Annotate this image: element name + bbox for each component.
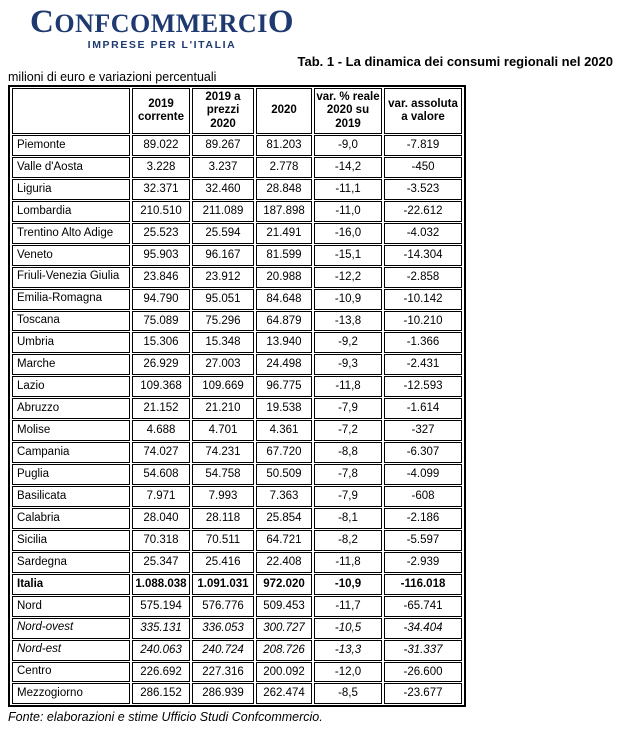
value-cell: -10.210 bbox=[384, 311, 462, 332]
value-cell: -5.597 bbox=[384, 530, 462, 551]
region-name-cell: Calabria bbox=[12, 508, 130, 529]
value-cell: -4.099 bbox=[384, 464, 462, 485]
value-cell: 200.092 bbox=[256, 662, 312, 683]
value-cell: 240.063 bbox=[132, 640, 190, 661]
value-cell: -450 bbox=[384, 157, 462, 178]
table-row bbox=[12, 398, 462, 419]
table-row bbox=[12, 179, 462, 200]
table-row bbox=[12, 245, 462, 266]
region-name-cell: Nord bbox=[12, 596, 130, 617]
value-cell: 972.020 bbox=[256, 574, 312, 595]
value-cell: -9,0 bbox=[314, 135, 382, 156]
value-cell: -26.600 bbox=[384, 662, 462, 683]
value-cell: 576.776 bbox=[192, 596, 254, 617]
value-cell: 70.511 bbox=[192, 530, 254, 551]
value-cell: 96.167 bbox=[192, 245, 254, 266]
region-name-cell: Lombardia bbox=[12, 201, 130, 222]
logo-letter-first: C bbox=[30, 4, 55, 40]
region-name-cell: Marche bbox=[12, 354, 130, 375]
value-cell: 25.523 bbox=[132, 223, 190, 244]
value-cell: 54.758 bbox=[192, 464, 254, 485]
value-cell: 286.939 bbox=[192, 683, 254, 704]
header-2019-prezzi-2020: 2019 a prezzi 2020 bbox=[192, 88, 254, 134]
value-cell: 75.089 bbox=[132, 311, 190, 332]
logo-letter-last: O bbox=[267, 4, 294, 40]
value-cell: -10,5 bbox=[314, 618, 382, 639]
value-cell: -2.431 bbox=[384, 354, 462, 375]
region-name-cell: Piemonte bbox=[12, 135, 130, 156]
table-row bbox=[12, 618, 462, 639]
value-cell: 25.854 bbox=[256, 508, 312, 529]
value-cell: -10,9 bbox=[314, 289, 382, 310]
table-row bbox=[12, 420, 462, 441]
region-name-cell: Basilicata bbox=[12, 486, 130, 507]
value-cell: -7,8 bbox=[314, 464, 382, 485]
value-cell: 109.669 bbox=[192, 376, 254, 397]
value-cell: 70.318 bbox=[132, 530, 190, 551]
value-cell: 1.091.031 bbox=[192, 574, 254, 595]
value-cell: 1.088.038 bbox=[132, 574, 190, 595]
value-cell: 74.231 bbox=[192, 442, 254, 463]
value-cell: -1.366 bbox=[384, 332, 462, 353]
value-cell: 28.848 bbox=[256, 179, 312, 200]
value-cell: -7,9 bbox=[314, 486, 382, 507]
header-var-assoluta: var. assoluta a valore bbox=[384, 88, 462, 134]
value-cell: -11,8 bbox=[314, 376, 382, 397]
value-cell: 28.040 bbox=[132, 508, 190, 529]
value-cell: 64.879 bbox=[256, 311, 312, 332]
value-cell: -7.819 bbox=[384, 135, 462, 156]
logo-wordmark bbox=[30, 6, 294, 39]
region-name-cell: Sardegna bbox=[12, 552, 130, 573]
value-cell: -8,2 bbox=[314, 530, 382, 551]
table-row bbox=[12, 223, 462, 244]
value-cell: -15,1 bbox=[314, 245, 382, 266]
value-cell: 95.903 bbox=[132, 245, 190, 266]
value-cell: -9,2 bbox=[314, 332, 382, 353]
value-cell: 109.368 bbox=[132, 376, 190, 397]
table-row bbox=[12, 267, 462, 288]
region-name-cell: Valle d'Aosta bbox=[12, 157, 130, 178]
value-cell: -6.307 bbox=[384, 442, 462, 463]
region-name-cell: Umbria bbox=[12, 332, 130, 353]
value-cell: -34.404 bbox=[384, 618, 462, 639]
value-cell: -13,8 bbox=[314, 311, 382, 332]
value-cell: -2.858 bbox=[384, 267, 462, 288]
value-cell: 3.237 bbox=[192, 157, 254, 178]
value-cell: 21.491 bbox=[256, 223, 312, 244]
table-row bbox=[12, 376, 462, 397]
value-cell: 262.474 bbox=[256, 683, 312, 704]
value-cell: 81.599 bbox=[256, 245, 312, 266]
region-name-cell: Emilia-Romagna bbox=[12, 289, 130, 310]
region-name-cell: Trentino Alto Adige bbox=[12, 223, 130, 244]
value-cell: -11,7 bbox=[314, 596, 382, 617]
value-cell: 21.210 bbox=[192, 398, 254, 419]
value-cell: 240.724 bbox=[192, 640, 254, 661]
table-row bbox=[12, 354, 462, 375]
value-cell: 24.498 bbox=[256, 354, 312, 375]
value-cell: 95.051 bbox=[192, 289, 254, 310]
header-2020: 2020 bbox=[256, 88, 312, 134]
value-cell: -13,3 bbox=[314, 640, 382, 661]
region-name-cell: Veneto bbox=[12, 245, 130, 266]
value-cell: -12,0 bbox=[314, 662, 382, 683]
value-cell: -14,2 bbox=[314, 157, 382, 178]
region-name-cell: Centro bbox=[12, 662, 130, 683]
value-cell: -7,2 bbox=[314, 420, 382, 441]
table-row bbox=[12, 201, 462, 222]
value-cell: -10,9 bbox=[314, 574, 382, 595]
value-cell: 4.688 bbox=[132, 420, 190, 441]
value-cell: -11,0 bbox=[314, 201, 382, 222]
value-cell: 226.692 bbox=[132, 662, 190, 683]
value-cell: 23.912 bbox=[192, 267, 254, 288]
value-cell: 7.971 bbox=[132, 486, 190, 507]
logo-tagline: IMPRESE PER L'ITALIA bbox=[87, 39, 237, 51]
value-cell: -31.337 bbox=[384, 640, 462, 661]
value-cell: 89.022 bbox=[132, 135, 190, 156]
table-row bbox=[12, 311, 462, 332]
value-cell: -12,2 bbox=[314, 267, 382, 288]
value-cell: -327 bbox=[384, 420, 462, 441]
region-name-cell: Italia bbox=[12, 574, 130, 595]
region-name-cell: Puglia bbox=[12, 464, 130, 485]
value-cell: 32.371 bbox=[132, 179, 190, 200]
table-row bbox=[12, 442, 462, 463]
table-row bbox=[12, 574, 462, 595]
region-name-cell: Molise bbox=[12, 420, 130, 441]
region-name-cell: Nord-est bbox=[12, 640, 130, 661]
header-row bbox=[12, 88, 462, 134]
value-cell: 15.348 bbox=[192, 332, 254, 353]
table-row bbox=[12, 464, 462, 485]
value-cell: 15.306 bbox=[132, 332, 190, 353]
region-name-cell: Toscana bbox=[12, 311, 130, 332]
region-name-cell: Lazio bbox=[12, 376, 130, 397]
value-cell: 28.118 bbox=[192, 508, 254, 529]
header-var-pct-reale: var. % reale 2020 su 2019 bbox=[314, 88, 382, 134]
value-cell: -1.614 bbox=[384, 398, 462, 419]
value-cell: 7.993 bbox=[192, 486, 254, 507]
value-cell: 32.460 bbox=[192, 179, 254, 200]
region-name-cell: Friuli-Venezia Giulia bbox=[12, 267, 130, 288]
value-cell: -116.018 bbox=[384, 574, 462, 595]
value-cell: 336.053 bbox=[192, 618, 254, 639]
header-region bbox=[12, 88, 130, 134]
value-cell: -3.523 bbox=[384, 179, 462, 200]
value-cell: 3.228 bbox=[132, 157, 190, 178]
value-cell: 21.152 bbox=[132, 398, 190, 419]
value-cell: -608 bbox=[384, 486, 462, 507]
table-row bbox=[12, 596, 462, 617]
region-name-cell: Mezzogiorno bbox=[12, 683, 130, 704]
value-cell: 26.929 bbox=[132, 354, 190, 375]
value-cell: -23.677 bbox=[384, 683, 462, 704]
value-cell: -12.593 bbox=[384, 376, 462, 397]
source-note: Fonte: elaborazioni e stime Ufficio Studi Confcommercio. bbox=[8, 710, 323, 725]
value-cell: 286.152 bbox=[132, 683, 190, 704]
value-cell: 2.778 bbox=[256, 157, 312, 178]
value-cell: 75.296 bbox=[192, 311, 254, 332]
table-title: Tab. 1 - La dinamica dei consumi regionali nel 2020 bbox=[297, 54, 613, 69]
value-cell: 81.203 bbox=[256, 135, 312, 156]
value-cell: 25.594 bbox=[192, 223, 254, 244]
value-cell: 227.316 bbox=[192, 662, 254, 683]
value-cell: 300.727 bbox=[256, 618, 312, 639]
table-row bbox=[12, 683, 462, 704]
value-cell: 208.726 bbox=[256, 640, 312, 661]
value-cell: -8,1 bbox=[314, 508, 382, 529]
value-cell: 74.027 bbox=[132, 442, 190, 463]
value-cell: -8,8 bbox=[314, 442, 382, 463]
value-cell: -9,3 bbox=[314, 354, 382, 375]
value-cell: -22.612 bbox=[384, 201, 462, 222]
value-cell: 23.846 bbox=[132, 267, 190, 288]
region-name-cell: Sicilia bbox=[12, 530, 130, 551]
header-2019-corrente: 2019 corrente bbox=[132, 88, 190, 134]
value-cell: 210.510 bbox=[132, 201, 190, 222]
value-cell: 509.453 bbox=[256, 596, 312, 617]
value-cell: 4.701 bbox=[192, 420, 254, 441]
table-row bbox=[12, 157, 462, 178]
value-cell: -7,9 bbox=[314, 398, 382, 419]
table-row bbox=[12, 530, 462, 551]
region-name-cell: Nord-ovest bbox=[12, 618, 130, 639]
confcommercio-logo bbox=[30, 6, 294, 51]
table-row bbox=[12, 662, 462, 683]
value-cell: 20.988 bbox=[256, 267, 312, 288]
value-cell: 4.361 bbox=[256, 420, 312, 441]
value-cell: -4.032 bbox=[384, 223, 462, 244]
table-row bbox=[12, 552, 462, 573]
value-cell: 13.940 bbox=[256, 332, 312, 353]
value-cell: 64.721 bbox=[256, 530, 312, 551]
value-cell: 335.131 bbox=[132, 618, 190, 639]
value-cell: 67.720 bbox=[256, 442, 312, 463]
value-cell: 84.648 bbox=[256, 289, 312, 310]
logo-letters-mid: ONFCOMMERCI bbox=[54, 9, 268, 38]
value-cell: 211.089 bbox=[192, 201, 254, 222]
value-cell: -2.186 bbox=[384, 508, 462, 529]
value-cell: 25.347 bbox=[132, 552, 190, 573]
value-cell: 54.608 bbox=[132, 464, 190, 485]
value-cell: -11,8 bbox=[314, 552, 382, 573]
value-cell: -11,1 bbox=[314, 179, 382, 200]
region-name-cell: Liguria bbox=[12, 179, 130, 200]
value-cell: 19.538 bbox=[256, 398, 312, 419]
value-cell: -65.741 bbox=[384, 596, 462, 617]
value-cell: 94.790 bbox=[132, 289, 190, 310]
value-cell: 575.194 bbox=[132, 596, 190, 617]
table-row bbox=[12, 135, 462, 156]
table-row bbox=[12, 486, 462, 507]
regional-consumption-table bbox=[8, 85, 466, 707]
region-name-cell: Campania bbox=[12, 442, 130, 463]
table-subtitle: milioni di euro e variazioni percentuali bbox=[8, 70, 217, 84]
value-cell: -8,5 bbox=[314, 683, 382, 704]
table-row bbox=[12, 332, 462, 353]
value-cell: 50.509 bbox=[256, 464, 312, 485]
value-cell: -16,0 bbox=[314, 223, 382, 244]
value-cell: -2.939 bbox=[384, 552, 462, 573]
value-cell: 22.408 bbox=[256, 552, 312, 573]
value-cell: 187.898 bbox=[256, 201, 312, 222]
table-row bbox=[12, 508, 462, 529]
value-cell: -14.304 bbox=[384, 245, 462, 266]
table-row bbox=[12, 289, 462, 310]
value-cell: -10.142 bbox=[384, 289, 462, 310]
value-cell: 7.363 bbox=[256, 486, 312, 507]
region-name-cell: Abruzzo bbox=[12, 398, 130, 419]
value-cell: 25.416 bbox=[192, 552, 254, 573]
value-cell: 89.267 bbox=[192, 135, 254, 156]
table-row bbox=[12, 640, 462, 661]
value-cell: 27.003 bbox=[192, 354, 254, 375]
value-cell: 96.775 bbox=[256, 376, 312, 397]
